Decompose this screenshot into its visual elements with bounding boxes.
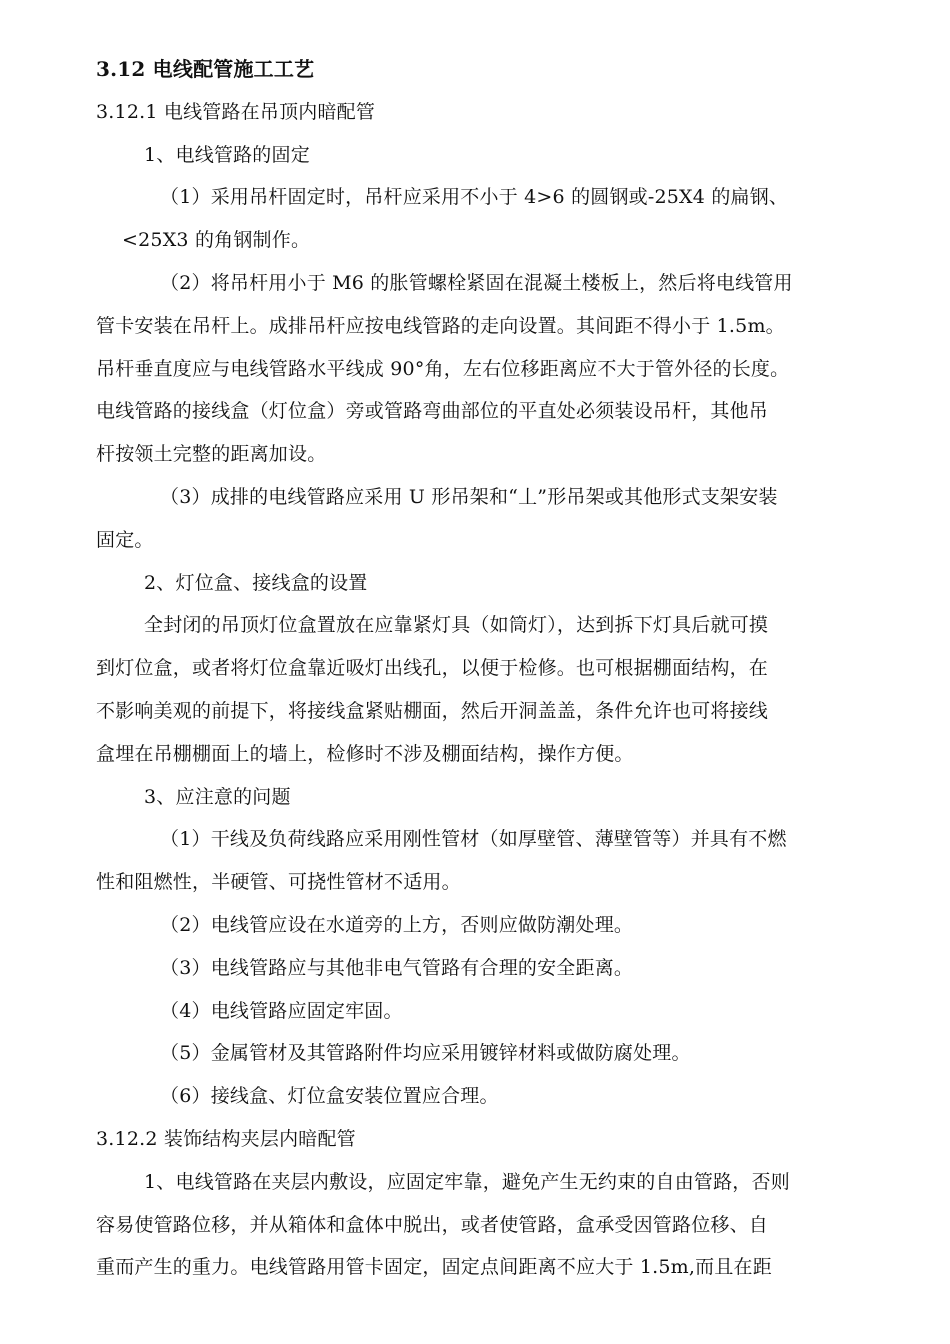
paragraph-line: 盒埋在吊棚棚面上的墙上，检修时不涉及棚面结构，操作方便。 bbox=[96, 742, 634, 765]
paragraph-line: 容易使管路位移，并从箱体和盒体中脱出，或者使管路，盒承受因管路位移、自 bbox=[96, 1213, 769, 1236]
paragraph-line: 到灯位盒，或者将灯位盒靠近吸灯出线孔，以便于检修。也可根据棚面结构，在 bbox=[96, 657, 769, 680]
subsection-title: 3.12.2 装饰结构夹层内暗配管 bbox=[96, 1127, 356, 1150]
paragraph-line: （6）接线盒、灯位盒安装位置应合理。 bbox=[160, 1085, 499, 1108]
paragraph-line: （5）金属管材及其管路附件均应采用镀锌材料或做防腐处理。 bbox=[160, 1042, 691, 1065]
paragraph-line: 不影响美观的前提下，将接线盒紧贴棚面，然后开洞盖盖，条件允许也可将接线 bbox=[96, 699, 769, 722]
section-title: 3.12 电线配管施工工艺 bbox=[96, 57, 315, 81]
paragraph-line: （3）电线管路应与其他非电气管路有合理的安全距离。 bbox=[160, 956, 634, 979]
item-heading: 1、电线管路的固定 bbox=[144, 143, 310, 166]
paragraph-line: 电线管路的接线盒（灯位盒）旁或管路弯曲部位的平直处必须装设吊杆，其他吊 bbox=[96, 400, 769, 423]
paragraph-line: 吊杆垂直度应与电线管路水平线成 90°角，左右位移距离应不大于管外径的长度。 bbox=[96, 357, 790, 380]
paragraph-line: （2）将吊杆用小于 M6 的胀管螺栓紧固在混凝土楼板上，然后将电线管用 bbox=[160, 271, 793, 294]
paragraph-line: （2）电线管应设在水道旁的上方，否则应做防潮处理。 bbox=[160, 913, 634, 936]
paragraph-line: （1）采用吊杆固定时，吊杆应采用不小于 4>6 的圆钢或-25X4 的扁钢、 bbox=[160, 186, 789, 209]
paragraph-line: <25X3 的角钢制作。 bbox=[122, 229, 311, 252]
item-heading: 2、灯位盒、接线盒的设置 bbox=[144, 571, 368, 594]
document-page bbox=[96, 48, 856, 1289]
paragraph-line: （1）干线及负荷线路应采用刚性管材（如厚壁管、薄壁管等）并具有不燃 bbox=[160, 828, 787, 851]
paragraph-line: 1、电线管路在夹层内敷设，应固定牢靠，避免产生无约束的自由管路，否则 bbox=[144, 1170, 790, 1193]
paragraph-line: 管卡安装在吊杆上。成排吊杆应按电线管路的走向设置。其间距不得小于 1.5m。 bbox=[96, 314, 785, 337]
paragraph-line: （4）电线管路应固定牢固。 bbox=[160, 999, 403, 1022]
paragraph-line: 全封闭的吊顶灯位盒置放在应靠紧灯具（如筒灯），达到拆下灯具后就可摸 bbox=[144, 614, 769, 637]
paragraph-line: （3）成排的电线管路应采用 U 形吊架和“丄”形吊架或其他形式支架安装 bbox=[160, 485, 778, 508]
paragraph-line: 杆按领土完整的距离加设。 bbox=[96, 443, 327, 466]
subsection-title: 3.12.1 电线管路在吊顶内暗配管 bbox=[96, 100, 376, 123]
paragraph-line: 重而产生的重力。电线管路用管卡固定，固定点间距离不应大于 1.5m,而且在距 bbox=[96, 1256, 772, 1279]
item-heading: 3、应注意的问题 bbox=[144, 785, 291, 808]
paragraph-line: 性和阻燃性，半硬管、可挠性管材不适用。 bbox=[96, 871, 461, 894]
paragraph-line: 固定。 bbox=[96, 528, 154, 551]
